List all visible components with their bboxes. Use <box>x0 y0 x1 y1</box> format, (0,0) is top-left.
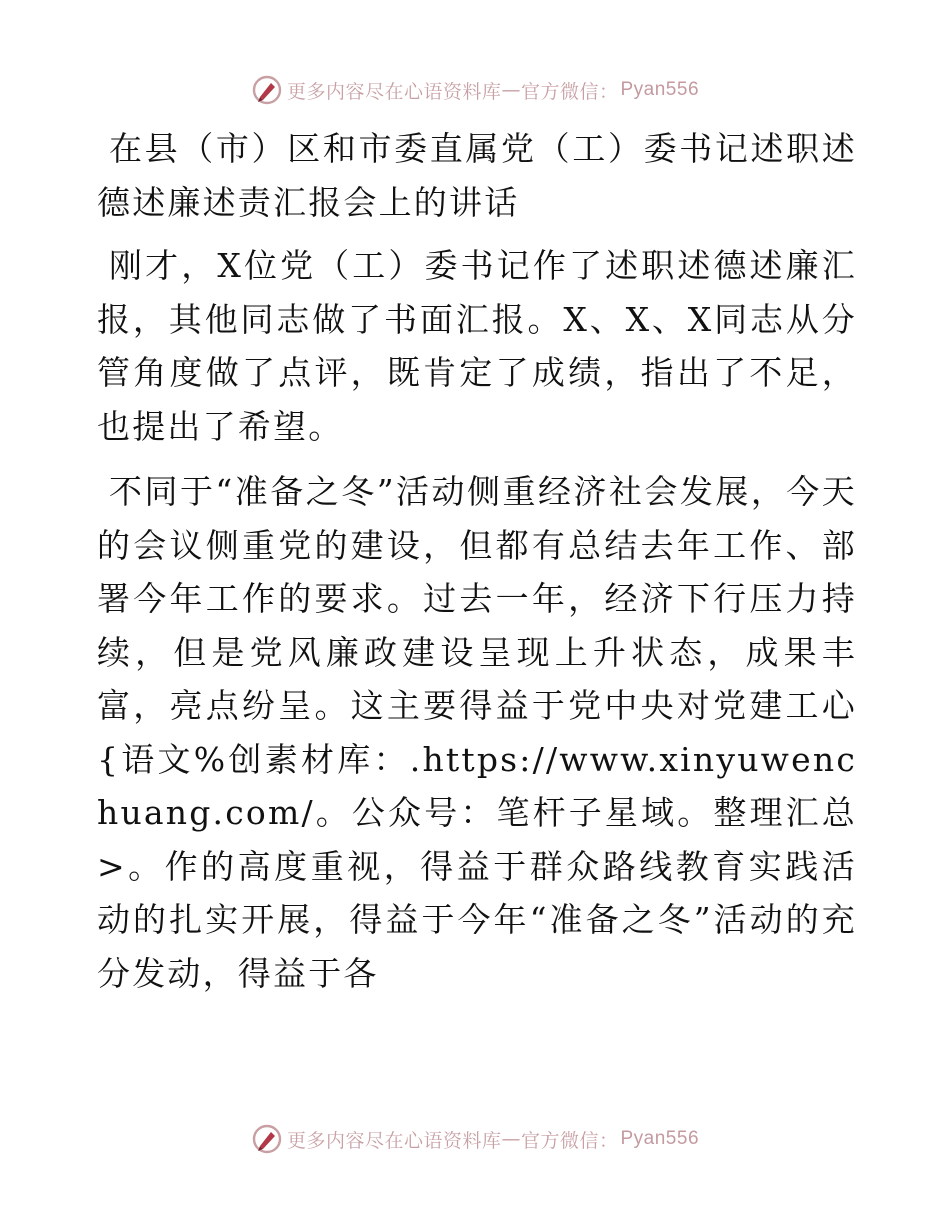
pen-nib-logo-icon <box>251 1123 283 1155</box>
watermark-separator: — <box>501 79 521 101</box>
wechat-label: 官方微信： <box>520 80 619 103</box>
header-watermark <box>0 70 950 110</box>
footer-watermark <box>0 1119 950 1159</box>
pen-nib-logo-icon <box>251 74 283 106</box>
document-body <box>97 122 857 1000</box>
wechat-id: Pyan556 <box>620 79 700 100</box>
paragraph-1: 刚才，X位党（工）委书记作了述职述德述廉汇报，其他同志做了书面汇报。X、X、X同志从分管角度做了点评，既肯定了成绩，指出了不足，也提出了希望。 <box>97 246 857 446</box>
watermark-text: 更多内容尽在心语资料库 <box>286 1129 502 1152</box>
watermark-separator: — <box>501 1128 521 1150</box>
wechat-label: 官方微信： <box>520 1129 619 1152</box>
paragraph-2: 不同于“准备之冬”活动侧重经济社会发展，今天的会议侧重党的建设，但都有总结去年工作、部署今年工作的要求。过去一年，经济下行压力持续，但是党风廉政建设呈现上升状态，成果丰富，亮点纷呈。这主要得益于党中央对党建工心{语文%创素材库：.https://www.xinyuwenchuang.com/。公众号：笔杆子星域。整理汇总>。作的高度重视，得益于群众路线教育实践活动的扎实开展，得益于今年“准备之冬”活动的充分发动，得益于各 <box>97 472 857 993</box>
watermark-text: 更多内容尽在心语资料库 <box>286 80 502 103</box>
document-title: 在县（市）区和市委直属党（工）委书记述职述德述廉述责汇报会上的讲话 <box>97 129 857 222</box>
wechat-id: Pyan556 <box>620 1128 700 1149</box>
